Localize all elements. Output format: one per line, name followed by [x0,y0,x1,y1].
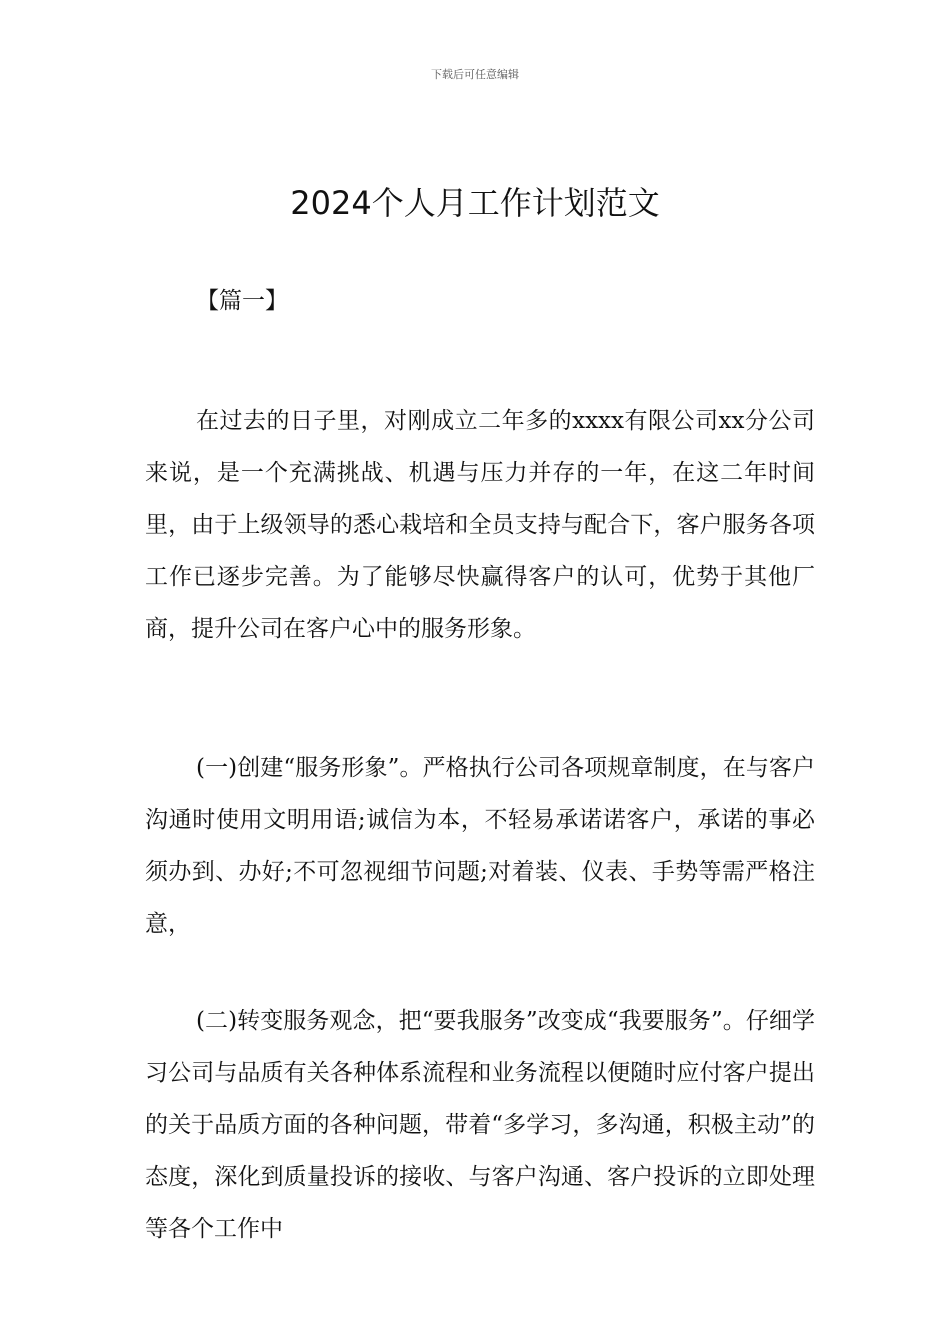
section-label: 【篇一】 [196,288,288,314]
paragraph-service-concept: (二)转变服务观念，把“要我服务”改变成“我要服务”。仔细学习公司与品质有关各种体系流程和业务流程以便随时应付客户提出的关于品质方面的各种问题，带着“多学习，多沟通，积极主动”的态度，深化到质量投诉的接收、与客户沟通、客户投诉的立即处理等各个工作中 [145,1008,815,1242]
paragraph-intro: 在过去的日子里，对刚成立二年多的xxxx有限公司xx分公司来说，是一个充满挑战、机遇与压力并存的一年，在这二年时间里，由于上级领导的悉心栽培和全员支持与配合下，客户服务各项工作已逐步完善。为了能够尽快赢得客户的认可，优势于其他厂商，提升公司在客户心中的服务形象。 [145,408,815,642]
header-note: 下载后可任意编辑 [431,68,519,81]
page-title: 2024个人月工作计划范文 [290,184,660,222]
paragraph-service-image: (一)创建“服务形象”。严格执行公司各项规章制度，在与客户沟通时使用文明用语;诚信为本，不轻易承诺诺客户，承诺的事必须办到、办好;不可忽视细节问题;对着装、仪表、手势等需严格注意， [145,755,815,937]
